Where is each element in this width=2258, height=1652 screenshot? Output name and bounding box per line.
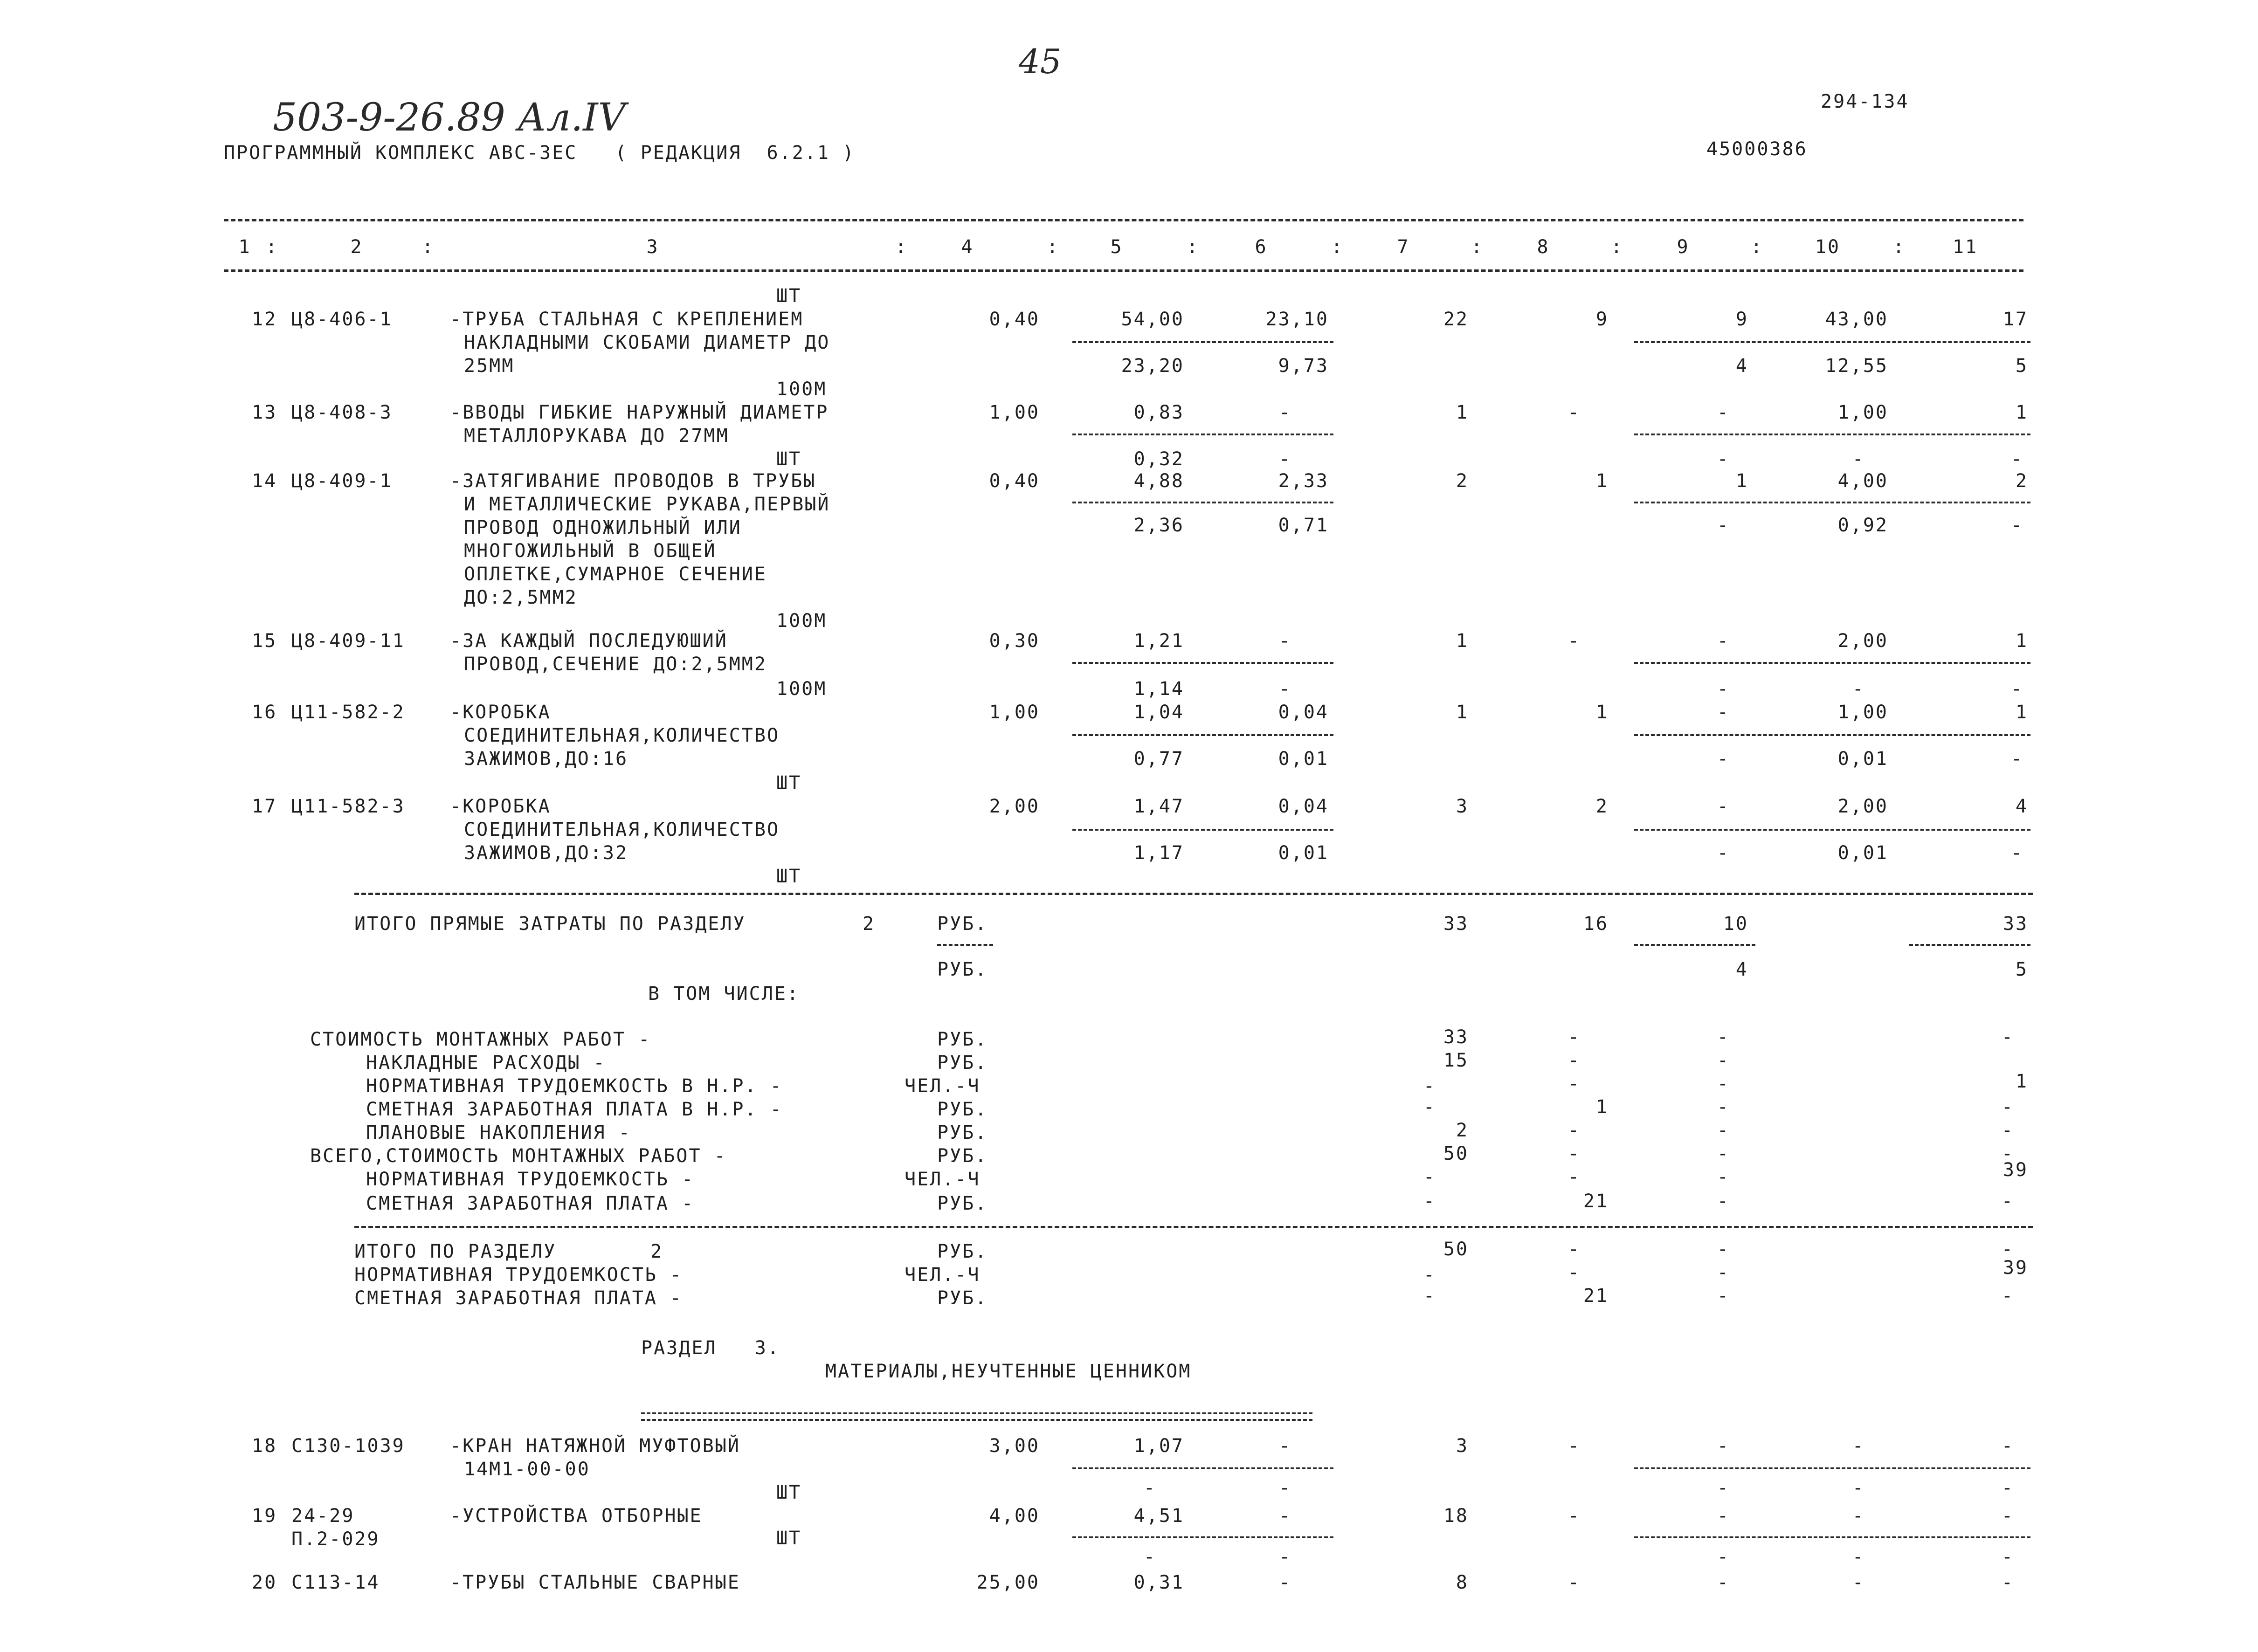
- row-col9: -: [1717, 1505, 1730, 1527]
- breakdown-label: НОРМАТИВНАЯ ТРУДОЕМКОСТЬ В Н.Р. -: [366, 1075, 783, 1097]
- breakdown-col7: 33: [1443, 1026, 1469, 1048]
- breakdown-col11: -: [2001, 1120, 2014, 1141]
- row-number: 20: [252, 1572, 277, 1593]
- row-description: -ВВОДЫ ГИБКИЕ НАРУЖНЫЙ ДИАМЕТР: [450, 402, 829, 423]
- document-code: 45000386: [1706, 138, 1808, 160]
- row-description: -УСТРОЙСТВА ОТБОРНЫЕ: [450, 1505, 703, 1527]
- row-quantity: 0,30: [989, 630, 1040, 652]
- row-col5: 1,21: [1133, 630, 1184, 652]
- row-col10-wage: 0,01: [1837, 842, 1888, 864]
- section-total-label: ИТОГО ПО РАЗДЕЛУ: [354, 1241, 557, 1262]
- breakdown-col11: -: [2001, 1026, 2014, 1048]
- section-total-label: СМЕТНАЯ ЗАРАБОТНАЯ ПЛАТА -: [354, 1287, 683, 1309]
- breakdown-col9: -: [1717, 1073, 1730, 1094]
- row-description: -КОРОБКА: [450, 702, 551, 723]
- row-col10-wage: -: [1852, 448, 1865, 470]
- row-code: Ц8-406-1: [291, 309, 393, 330]
- row-code: Ц11-582-3: [291, 796, 405, 817]
- row-col11: 4: [2015, 796, 2028, 817]
- cost-divider: [1634, 434, 2030, 435]
- row-col10-wage: 0,92: [1837, 515, 1888, 536]
- row-col11: -: [2001, 1572, 2014, 1593]
- breakdown-col8: -: [1567, 1050, 1581, 1071]
- row-col11: -: [2001, 1435, 2014, 1457]
- row-col9-wage: -: [1717, 1477, 1730, 1499]
- row-col9-wage: -: [1717, 448, 1730, 470]
- row-code: С113-14: [291, 1572, 380, 1593]
- row-col6-wage: -: [1278, 1477, 1291, 1499]
- row-quantity: 25,00: [976, 1572, 1040, 1593]
- breakdown-label: НОРМАТИВНАЯ ТРУДОЕМКОСТЬ -: [366, 1169, 695, 1190]
- row-col5: 1,04: [1133, 702, 1184, 723]
- breakdown-unit: ЧЕЛ.-Ч: [905, 1169, 981, 1190]
- row-col9-wage: -: [1717, 515, 1730, 536]
- row-col5-wage: 1,14: [1133, 678, 1184, 700]
- section-total-col9: -: [1717, 1262, 1730, 1283]
- breakdown-col11: -: [2001, 1191, 2014, 1212]
- row-col9: -: [1717, 1572, 1730, 1593]
- breakdown-col8: -: [1567, 1026, 1581, 1048]
- row-code: 24-29: [291, 1505, 355, 1527]
- row-col7: 2: [1456, 470, 1469, 492]
- row-col6-wage: -: [1278, 1546, 1291, 1568]
- row-col10: 2,00: [1837, 796, 1888, 817]
- row-description: ЗАЖИМОВ,ДО:32: [464, 842, 628, 864]
- section-total-unit: РУБ.: [937, 1241, 988, 1262]
- breakdown-col11: -: [2001, 1143, 2014, 1164]
- section-total-col7: 50: [1443, 1239, 1469, 1260]
- cost-divider: [1634, 829, 2030, 831]
- row-col8: 1: [1595, 470, 1609, 492]
- unit-label: ШТ: [776, 772, 802, 794]
- row-col10: 4,00: [1837, 470, 1888, 492]
- cost-divider: [1634, 341, 2030, 343]
- row-col5: 54,00: [1121, 309, 1184, 330]
- total-col11: 33: [2003, 913, 2028, 935]
- breakdown-col8: -: [1567, 1143, 1581, 1164]
- breakdown-label: НАКЛАДНЫЕ РАСХОДЫ -: [366, 1052, 606, 1074]
- row-col8: -: [1567, 630, 1581, 652]
- section-total-col11: -: [2001, 1285, 2014, 1307]
- column-separator: :: [1611, 236, 1624, 258]
- total-col8: 16: [1583, 913, 1609, 935]
- row-col6: -: [1278, 1435, 1291, 1457]
- row-col11-wage: -: [2010, 448, 2023, 470]
- column-number: 8: [1537, 236, 1550, 258]
- total-col9-wage: 4: [1735, 959, 1748, 980]
- unit-divider: [937, 944, 993, 946]
- row-col10: 43,00: [1825, 309, 1888, 330]
- breakdown-col7: 50: [1443, 1143, 1469, 1164]
- breakdown-col9: -: [1717, 1166, 1730, 1188]
- row-description: -ТРУБА СТАЛЬНАЯ С КРЕПЛЕНИЕМ: [450, 309, 804, 330]
- row-col5: 0,83: [1133, 402, 1184, 423]
- row-col5: 0,31: [1133, 1572, 1184, 1593]
- row-number: 19: [252, 1505, 277, 1527]
- breakdown-unit: РУБ.: [937, 1029, 988, 1050]
- cost-divider: [1634, 1467, 2030, 1469]
- including-label: В ТОМ ЧИСЛЕ:: [648, 983, 800, 1005]
- breakdown-col9: -: [1717, 1120, 1730, 1141]
- breakdown-unit: РУБ.: [937, 1193, 988, 1214]
- section-total-col9: -: [1717, 1239, 1730, 1260]
- unit-label: ШТ: [776, 866, 802, 887]
- row-description: 25ММ: [464, 355, 515, 377]
- cost-divider: [1909, 944, 2030, 946]
- row-col7: 1: [1456, 630, 1469, 652]
- cost-divider: [1072, 1536, 1333, 1538]
- breakdown-col9: -: [1717, 1026, 1730, 1048]
- row-col5-wage: -: [1143, 1546, 1156, 1568]
- row-col9-wage: 4: [1735, 355, 1748, 377]
- section-total-col7: -: [1423, 1285, 1436, 1307]
- row-col11-wage: -: [2001, 1546, 2014, 1568]
- unit-label: ШТ: [776, 285, 802, 307]
- row-col5-wage: 1,17: [1133, 842, 1184, 864]
- row-col8: 2: [1595, 796, 1609, 817]
- unit-label: 100М: [776, 678, 827, 700]
- row-col6: 23,10: [1265, 309, 1329, 330]
- row-col5-wage: 0,77: [1133, 748, 1184, 770]
- row-col5: 1,47: [1133, 796, 1184, 817]
- row-col10-wage: -: [1852, 678, 1865, 700]
- total-unit: РУБ.: [937, 959, 988, 980]
- breakdown-col8: -: [1567, 1073, 1581, 1094]
- row-description: СОЕДИНИТЕЛЬНАЯ,КОЛИЧЕСТВО: [464, 725, 780, 746]
- column-number: 9: [1677, 236, 1690, 258]
- row-description: СОЕДИНИТЕЛЬНАЯ,КОЛИЧЕСТВО: [464, 819, 780, 840]
- column-number: 3: [646, 236, 659, 258]
- row-col10: 1,00: [1837, 702, 1888, 723]
- row-col11: 1: [2015, 702, 2028, 723]
- section-total-col11: -: [2001, 1239, 2014, 1260]
- breakdown-col8: -: [1567, 1166, 1581, 1188]
- section-total-col8: -: [1567, 1262, 1581, 1283]
- column-separator: :: [1047, 236, 1060, 258]
- breakdown-col7: -: [1423, 1075, 1436, 1097]
- row-col6-wage: -: [1278, 448, 1291, 470]
- totals-rule: [354, 893, 2033, 895]
- row-col5-wage: 0,32: [1133, 448, 1184, 470]
- column-number: 5: [1110, 236, 1123, 258]
- column-number: 6: [1255, 236, 1268, 258]
- row-number: 12: [252, 309, 277, 330]
- breakdown-unit: РУБ.: [937, 1122, 988, 1143]
- handwritten-page-number: 45: [1019, 42, 1062, 81]
- column-separator: :: [266, 236, 279, 258]
- column-separator: :: [1187, 236, 1200, 258]
- breakdown-unit: РУБ.: [937, 1145, 988, 1167]
- unit-label: ШТ: [776, 1482, 802, 1503]
- breakdown-col7: -: [1423, 1166, 1436, 1188]
- total-unit: РУБ.: [937, 913, 988, 935]
- row-description: -ТРУБЫ СТАЛЬНЫЕ СВАРНЫЕ: [450, 1572, 740, 1593]
- section-title: РАЗДЕЛ 3.: [641, 1337, 780, 1359]
- row-description: ПРОВОД ОДНОЖИЛЬНЫЙ ИЛИ: [464, 517, 742, 538]
- row-col9: 9: [1735, 309, 1748, 330]
- row-col11: 17: [2003, 309, 2028, 330]
- row-col8: -: [1567, 1505, 1581, 1527]
- cost-divider: [1634, 1536, 2030, 1538]
- column-number: 7: [1397, 236, 1410, 258]
- row-col9: -: [1717, 1435, 1730, 1457]
- breakdown-label: СМЕТНАЯ ЗАРАБОТНАЯ ПЛАТА В Н.Р. -: [366, 1099, 783, 1120]
- row-col7: 3: [1456, 1435, 1469, 1457]
- section-total-unit: ЧЕЛ.-Ч: [905, 1264, 981, 1286]
- row-col7: 3: [1456, 796, 1469, 817]
- breakdown-col7: -: [1423, 1096, 1436, 1118]
- program-title: ПРОГРАММНЫЙ КОМПЛЕКС АВС-3ЕС ( РЕДАКЦИЯ 6.2.1 ): [224, 142, 856, 164]
- header-bottom-rule: [224, 269, 2023, 272]
- breakdown-col7: 15: [1443, 1050, 1469, 1071]
- unit-label: 100М: [776, 379, 827, 400]
- row-code-secondary: П.2-029: [291, 1528, 380, 1550]
- row-col8: -: [1567, 1572, 1581, 1593]
- row-description: -ЗАТЯГИВАНИЕ ПРОВОДОВ В ТРУБЫ: [450, 470, 816, 492]
- row-col10: 2,00: [1837, 630, 1888, 652]
- cost-divider: [1072, 1467, 1333, 1469]
- cost-divider: [1634, 734, 2030, 736]
- row-col10-wage: 12,55: [1825, 355, 1888, 377]
- row-col9: -: [1717, 796, 1730, 817]
- row-col9: 1: [1735, 470, 1748, 492]
- row-col8: 1: [1595, 702, 1609, 723]
- row-code: Ц11-582-2: [291, 702, 405, 723]
- row-quantity: 1,00: [989, 402, 1040, 423]
- row-quantity: 0,40: [989, 309, 1040, 330]
- row-col7: 1: [1456, 702, 1469, 723]
- row-number: 15: [252, 630, 277, 652]
- row-col11-wage: -: [2010, 842, 2023, 864]
- row-col11-wage: -: [2001, 1477, 2014, 1499]
- row-col6-wage: 0,71: [1278, 515, 1329, 536]
- row-col6: -: [1278, 402, 1291, 423]
- breakdown-col8: 1: [1595, 1096, 1609, 1118]
- column-separator: :: [1893, 236, 1906, 258]
- row-col8: 9: [1595, 309, 1609, 330]
- row-col11-wage: 5: [2015, 355, 2028, 377]
- cost-divider: [1072, 734, 1333, 736]
- cost-divider: [1072, 502, 1333, 503]
- row-description: ДО:2,5ММ2: [464, 587, 578, 608]
- section-total-label: НОРМАТИВНАЯ ТРУДОЕМКОСТЬ -: [354, 1264, 683, 1286]
- row-col5: 4,51: [1133, 1505, 1184, 1527]
- column-number: 11: [1952, 236, 1978, 258]
- breakdown-col7: -: [1423, 1191, 1436, 1212]
- column-separator: :: [422, 236, 435, 258]
- row-col6-wage: 9,73: [1278, 355, 1329, 377]
- handwritten-project-code: 503-9-26.89 Ал.IV: [273, 96, 626, 140]
- row-description: НАКЛАДНЫМИ СКОБАМИ ДИАМЕТР ДО: [464, 332, 830, 353]
- cost-divider: [1072, 434, 1333, 435]
- row-col6: 0,04: [1278, 796, 1329, 817]
- column-number: 1: [238, 236, 251, 258]
- row-col6: -: [1278, 630, 1291, 652]
- row-col9: -: [1717, 630, 1730, 652]
- row-col7: 22: [1443, 309, 1469, 330]
- row-number: 17: [252, 796, 277, 817]
- row-col9-wage: -: [1717, 678, 1730, 700]
- table-top-rule: [224, 219, 2023, 221]
- cost-divider: [1072, 662, 1333, 664]
- row-col10: -: [1852, 1505, 1865, 1527]
- column-number: 10: [1815, 236, 1841, 258]
- section-total-col8: 21: [1583, 1285, 1609, 1307]
- section-total-col11: 39: [2003, 1257, 2028, 1279]
- unit-label: 100М: [776, 610, 827, 632]
- row-col8: -: [1567, 1435, 1581, 1457]
- column-separator: :: [895, 236, 908, 258]
- row-col11: 1: [2015, 402, 2028, 423]
- section-total-rule: [354, 1226, 2033, 1228]
- breakdown-label: СТОИМОСТЬ МОНТАЖНЫХ РАБОТ -: [310, 1029, 651, 1050]
- row-col7: 8: [1456, 1572, 1469, 1593]
- section-total-col9: -: [1717, 1285, 1730, 1307]
- breakdown-unit: РУБ.: [937, 1099, 988, 1120]
- row-quantity: 1,00: [989, 702, 1040, 723]
- row-col6: -: [1278, 1505, 1291, 1527]
- section-underline: [641, 1412, 1312, 1421]
- breakdown-col9: -: [1717, 1050, 1730, 1071]
- row-col10: 1,00: [1837, 402, 1888, 423]
- breakdown-unit: РУБ.: [937, 1052, 988, 1074]
- row-col6: 0,04: [1278, 702, 1329, 723]
- column-separator: :: [1471, 236, 1484, 258]
- row-col6-wage: 0,01: [1278, 842, 1329, 864]
- cost-divider: [1072, 829, 1333, 831]
- column-separator: :: [1331, 236, 1344, 258]
- total-label: ИТОГО ПРЯМЫЕ ЗАТРАТЫ ПО РАЗДЕЛУ: [354, 913, 746, 935]
- row-col5-wage: -: [1143, 1477, 1156, 1499]
- document-number: 294-134: [1821, 91, 1909, 112]
- row-number: 18: [252, 1435, 277, 1457]
- row-description: -КРАН НАТЯЖНОЙ МУФТОВЫЙ: [450, 1435, 740, 1457]
- breakdown-col9: -: [1717, 1191, 1730, 1212]
- row-description: ПРОВОД,СЕЧЕНИЕ ДО:2,5ММ2: [464, 654, 767, 675]
- breakdown-col9: -: [1717, 1143, 1730, 1164]
- row-description: -КОРОБКА: [450, 796, 551, 817]
- total-section: 2: [863, 913, 876, 935]
- row-col11-wage: -: [2010, 678, 2023, 700]
- cost-divider: [1634, 502, 2030, 503]
- row-col5: 1,07: [1133, 1435, 1184, 1457]
- breakdown-col9: -: [1717, 1096, 1730, 1118]
- row-col9-wage: -: [1717, 1546, 1730, 1568]
- row-description: -ЗА КАЖДЫЙ ПОСЛЕДУЮШИЙ: [450, 630, 728, 652]
- row-col9: -: [1717, 402, 1730, 423]
- column-number: 2: [350, 236, 363, 258]
- row-code: Ц8-408-3: [291, 402, 393, 423]
- column-separator: :: [1751, 236, 1764, 258]
- unit-label: ШТ: [776, 448, 802, 470]
- breakdown-col11: 1: [2015, 1071, 2028, 1092]
- row-col9: -: [1717, 702, 1730, 723]
- breakdown-col8: -: [1567, 1120, 1581, 1141]
- row-col10-wage: -: [1852, 1546, 1865, 1568]
- row-col6: 2,33: [1278, 470, 1329, 492]
- row-number: 14: [252, 470, 277, 492]
- row-col7: 18: [1443, 1505, 1469, 1527]
- cost-divider: [1634, 944, 1755, 946]
- cost-divider: [1634, 662, 2030, 664]
- row-col11: -: [2001, 1505, 2014, 1527]
- section-total-number: 2: [650, 1241, 663, 1262]
- breakdown-col11: 39: [2003, 1159, 2028, 1181]
- row-quantity: 2,00: [989, 796, 1040, 817]
- row-code: С130-1039: [291, 1435, 405, 1457]
- row-col10: -: [1852, 1572, 1865, 1593]
- row-description: И МЕТАЛЛИЧЕСКИЕ РУКАВА,ПЕРВЫЙ: [464, 494, 830, 515]
- row-col11-wage: -: [2010, 748, 2023, 770]
- row-col6-wage: -: [1278, 678, 1291, 700]
- breakdown-unit: ЧЕЛ.-Ч: [905, 1075, 981, 1097]
- row-quantity: 3,00: [989, 1435, 1040, 1457]
- row-col5: 4,88: [1133, 470, 1184, 492]
- breakdown-label: ВСЕГО,СТОИМОСТЬ МОНТАЖНЫХ РАБОТ -: [310, 1145, 727, 1167]
- total-col7: 33: [1443, 913, 1469, 935]
- row-col9-wage: -: [1717, 842, 1730, 864]
- total-col9: 10: [1723, 913, 1748, 935]
- unit-label: ШТ: [776, 1528, 802, 1549]
- section-total-unit: РУБ.: [937, 1287, 988, 1309]
- row-col5-wage: 23,20: [1121, 355, 1184, 377]
- row-code: Ц8-409-1: [291, 470, 393, 492]
- section-total-col8: -: [1567, 1239, 1581, 1260]
- row-quantity: 4,00: [989, 1505, 1040, 1527]
- row-description: МЕТАЛЛОРУКАВА ДО 27ММ: [464, 425, 729, 447]
- row-col11: 2: [2015, 470, 2028, 492]
- cost-divider: [1072, 341, 1333, 343]
- row-col11-wage: -: [2010, 515, 2023, 536]
- column-number: 4: [961, 236, 974, 258]
- row-col6-wage: 0,01: [1278, 748, 1329, 770]
- row-col7: 1: [1456, 402, 1469, 423]
- row-col6: -: [1278, 1572, 1291, 1593]
- row-code: Ц8-409-11: [291, 630, 405, 652]
- row-description: ЗАЖИМОВ,ДО:16: [464, 748, 628, 770]
- total-col11-wage: 5: [2015, 959, 2028, 980]
- row-col10: -: [1852, 1435, 1865, 1457]
- row-col11: 1: [2015, 630, 2028, 652]
- row-number: 16: [252, 702, 277, 723]
- section-total-col7: -: [1423, 1264, 1436, 1286]
- row-quantity: 0,40: [989, 470, 1040, 492]
- row-col9-wage: -: [1717, 748, 1730, 770]
- breakdown-label: ПЛАНОВЫЕ НАКОПЛЕНИЯ -: [366, 1122, 631, 1143]
- row-col5-wage: 2,36: [1133, 515, 1184, 536]
- row-col10-wage: -: [1852, 1477, 1865, 1499]
- row-col8: -: [1567, 402, 1581, 423]
- row-col10-wage: 0,01: [1837, 748, 1888, 770]
- breakdown-col11: -: [2001, 1096, 2014, 1118]
- breakdown-col7: 2: [1456, 1120, 1469, 1141]
- row-description: 14М1-00-00: [464, 1459, 590, 1480]
- row-description: МНОГОЖИЛЬНЫЙ В ОБЩЕЙ: [464, 540, 717, 562]
- row-number: 13: [252, 402, 277, 423]
- breakdown-label: СМЕТНАЯ ЗАРАБОТНАЯ ПЛАТА -: [366, 1193, 695, 1214]
- breakdown-col8: 21: [1583, 1191, 1609, 1212]
- row-description: ОПЛЕТКЕ,СУМАРНОЕ СЕЧЕНИЕ: [464, 564, 767, 585]
- section-subtitle: МАТЕРИАЛЫ,НЕУЧТЕННЫЕ ЦЕННИКОМ: [825, 1361, 1192, 1382]
